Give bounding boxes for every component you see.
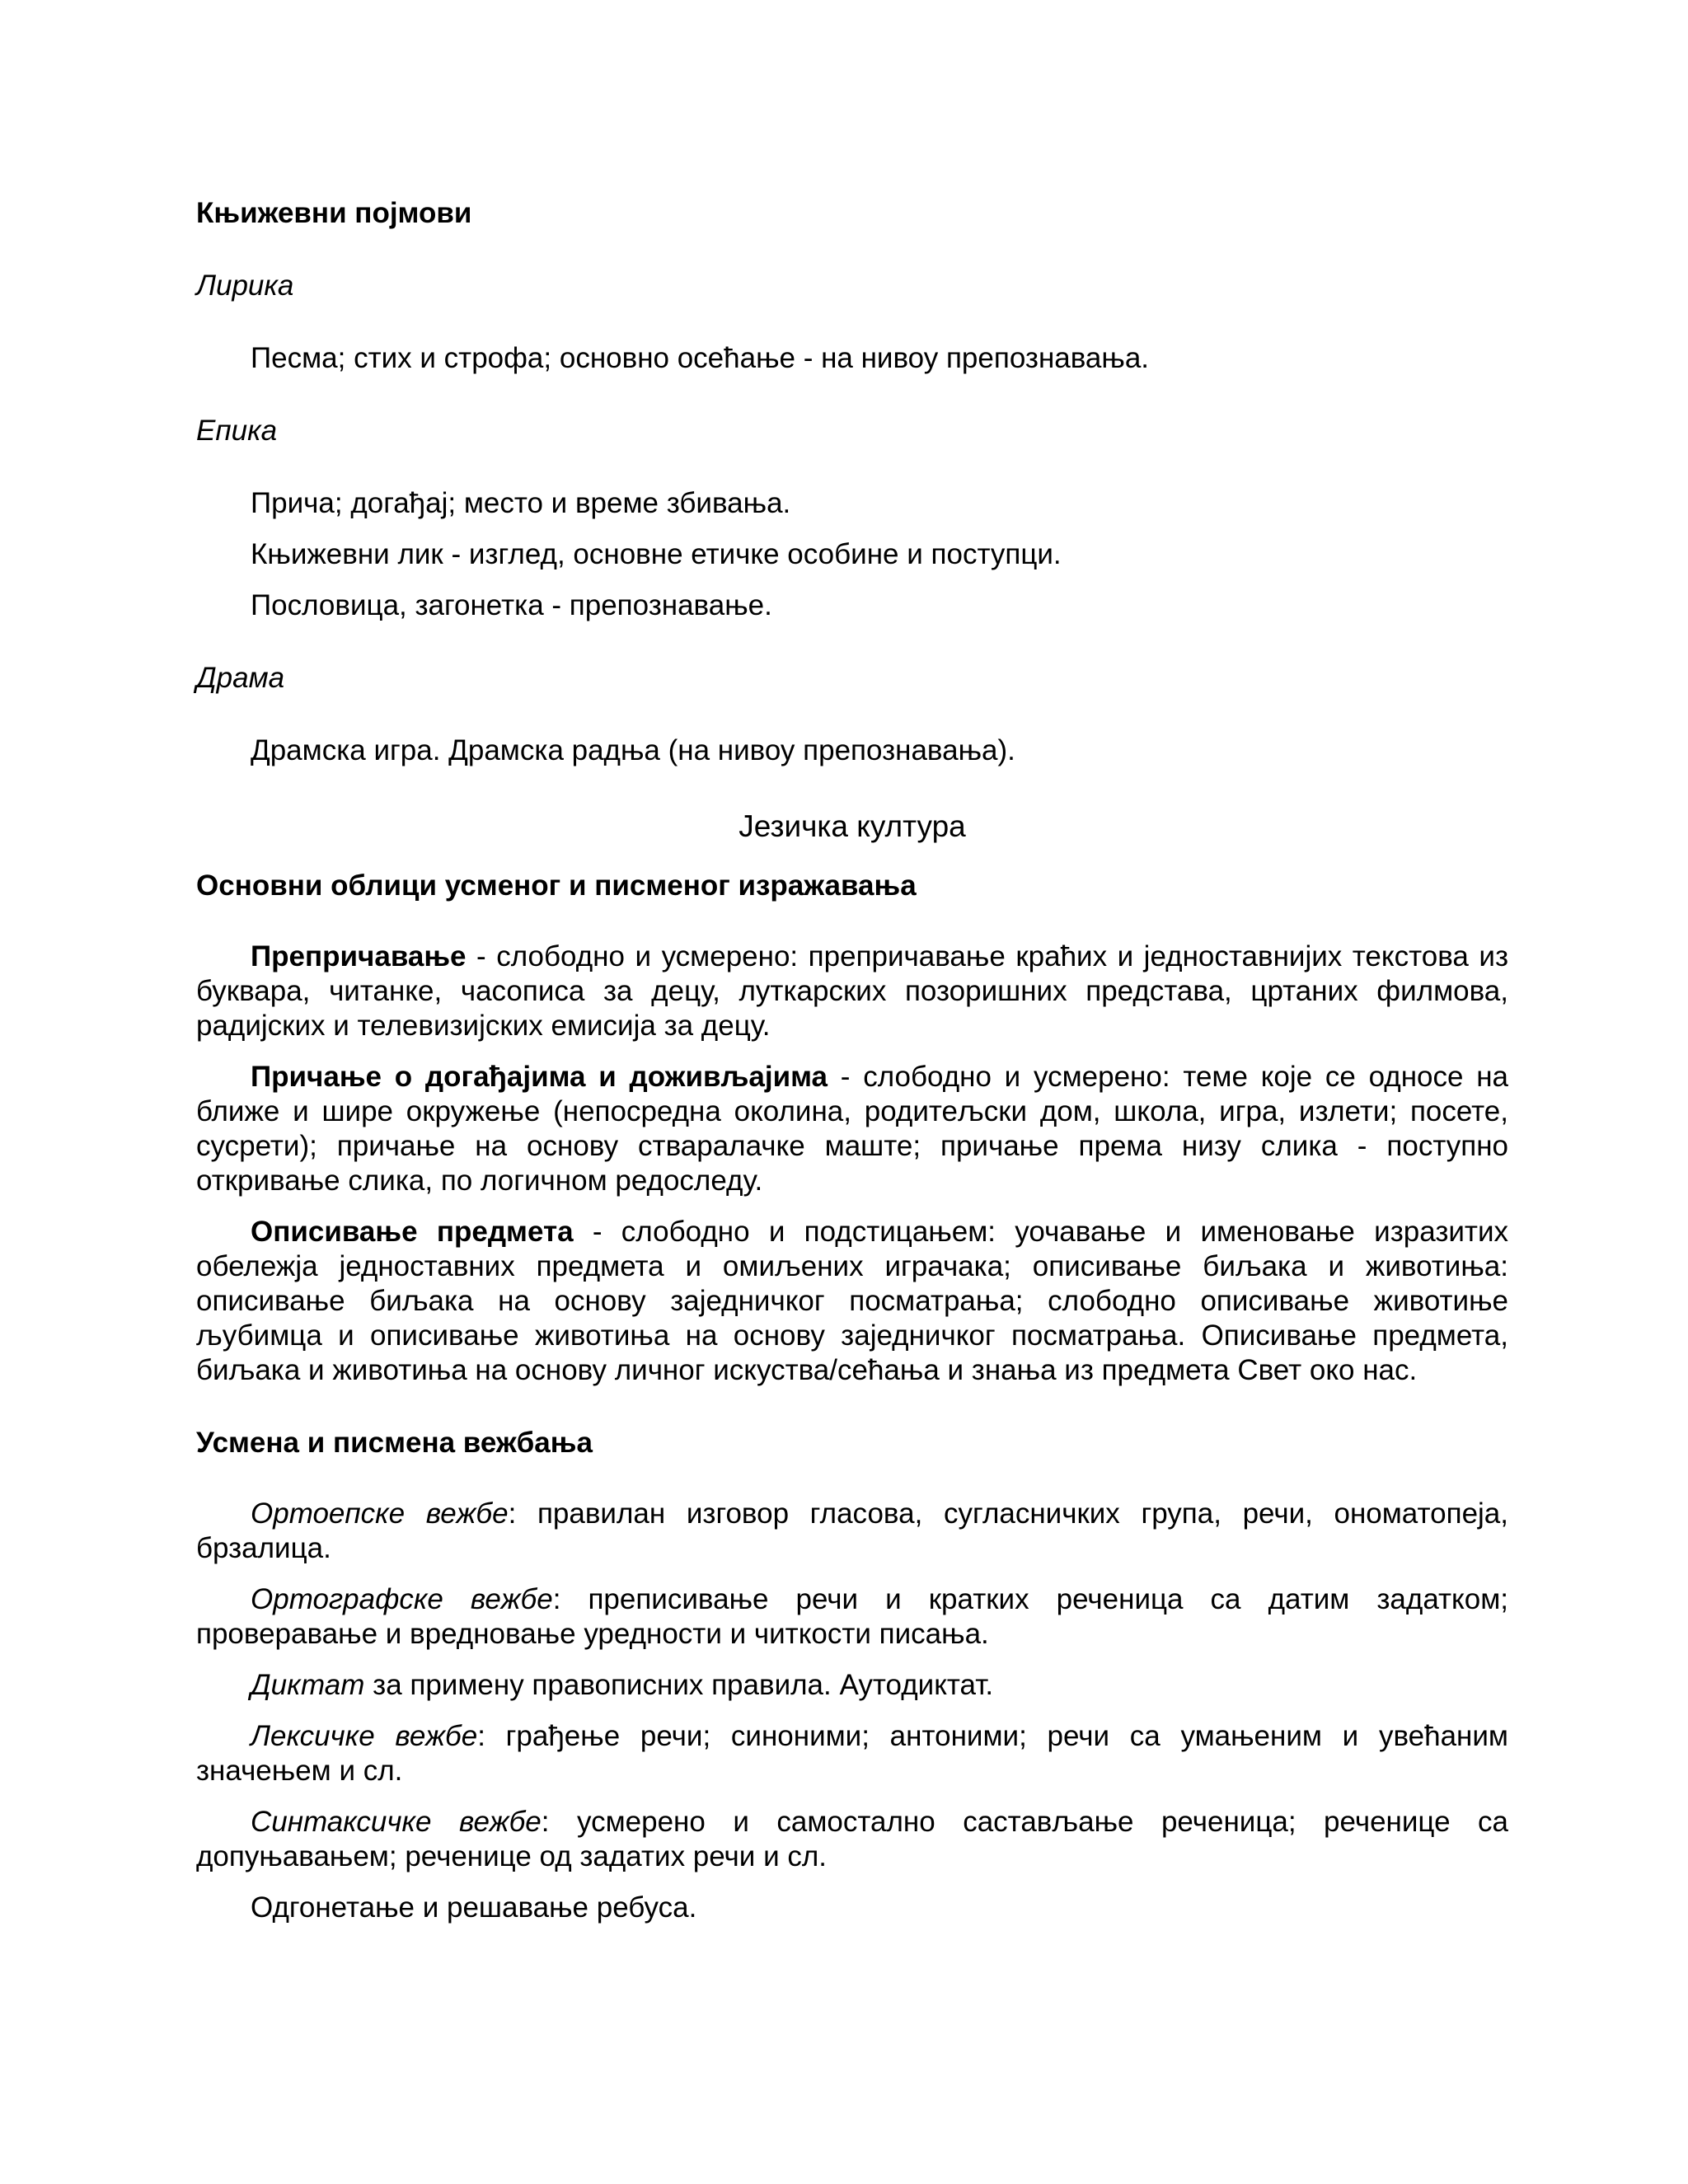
- text-pricanje: - слободно и усмерено: теме које се односе на ближе и шире окружење (непосредна околина, родитељски дом, школа, игра, излети; посете, сусрети); причање на основу стваралачке маште; причање према низу слика - поступно откривање слика, по логичном редоследу.: [196, 1061, 1508, 1197]
- paragraph-odgonetanje: [196, 1891, 1508, 1925]
- paragraph-ortografske: [196, 1582, 1508, 1652]
- paragraph-prepricavanje: [196, 940, 1508, 1043]
- text-sintaksicke: : усмерено и самостално састављање реченица; реченице са допуњавањем; реченице од задатих речи и сл.: [196, 1806, 1508, 1872]
- paragraph-leksicke: [196, 1719, 1508, 1788]
- term-diktat: Диктат: [251, 1669, 365, 1701]
- paragraph-pricanje: [196, 1060, 1508, 1198]
- term-ortografske: Ортографске вежбе: [251, 1583, 553, 1615]
- text-ortoepske: : правилан изговор гласова, сугласничких група, речи, ономатопеја, брзалица.: [196, 1497, 1508, 1564]
- term-ortoepske: Ортоепске вежбе: [251, 1497, 509, 1530]
- text-diktat: за примену правописних правила. Аутодиктат.: [364, 1669, 994, 1701]
- subheading-epika: Епика: [196, 415, 278, 447]
- drama-line: Драмска игра. Драмска радња (на нивоу препознавања).: [251, 734, 1015, 766]
- text-opisivanje: - слободно и подстицањем: уочавање и именовање изразитих обележја једноставних предмета и омиљених играчака; описивање биљака и животиња: описивање биљака на основу заједничког посматрања; слободно описивање животиње љубимца и описивање животиња на основу заједничког посматрања. Описивање предмета, биљака и животиња на основу личног искуства/сећања и знања из предмета Свет око нас.: [196, 1216, 1508, 1386]
- subheading-lirika: Лирика: [196, 269, 294, 302]
- section-heading-usmena-vezbanja: Усмена и писмена вежбања: [196, 1427, 593, 1459]
- text-prepricavanje: - слободно и усмерено: препричавање краћих и једноставнијих текстова из буквара, читанке, часописа за децу, луткарских позоришних представа, цртаних филмова, радијских и телевизијских емисија за децу.: [196, 940, 1508, 1042]
- term-sintaksicke: Синтаксичке вежбе: [251, 1806, 542, 1838]
- text-odgonetanje: Одгонетање и решавање ребуса.: [251, 1891, 697, 1924]
- epika-line-2: Књижевни лик - изглед, основне етичке особине и поступци.: [251, 538, 1062, 570]
- section-heading-knjizevni-pojmovi: Књижевни појмови: [196, 197, 472, 229]
- epika-line-3: Пословица, загонетка - препознавање.: [251, 589, 772, 621]
- paragraph-opisivanje: [196, 1215, 1508, 1388]
- text-ortografske: : преписивање речи и кратких реченица са датим задатком; проверавање и вредновање уредности и читкости писања.: [196, 1583, 1509, 1650]
- text-leksicke: : грађење речи; синоними; антоними; речи са умањеним и увећаним значењем и сл.: [196, 1720, 1508, 1787]
- paragraph-diktat: [196, 1668, 1508, 1703]
- lirika-line: Песма; стих и строфа; основно осећање - на нивоу препознавања.: [251, 342, 1150, 374]
- section-heading-osnovni-oblici: Основни облици усменог и писменог изражавања: [196, 869, 917, 902]
- term-prepricavanje: Препричавање: [251, 940, 467, 972]
- paragraph-ortoepske: [196, 1497, 1508, 1566]
- section-title-jezicka-kultura: Језичка култура: [738, 809, 966, 843]
- subheading-drama: Драма: [196, 662, 285, 694]
- paragraph-sintaksicke: [196, 1805, 1508, 1874]
- epika-line-1: Прича; догађај; место и време збивања.: [251, 487, 791, 519]
- term-leksicke: Лексичке вежбе: [251, 1720, 478, 1752]
- term-pricanje: Причање о догађајима и доживљајима: [251, 1061, 828, 1093]
- term-opisivanje: Описивање предмета: [251, 1216, 574, 1248]
